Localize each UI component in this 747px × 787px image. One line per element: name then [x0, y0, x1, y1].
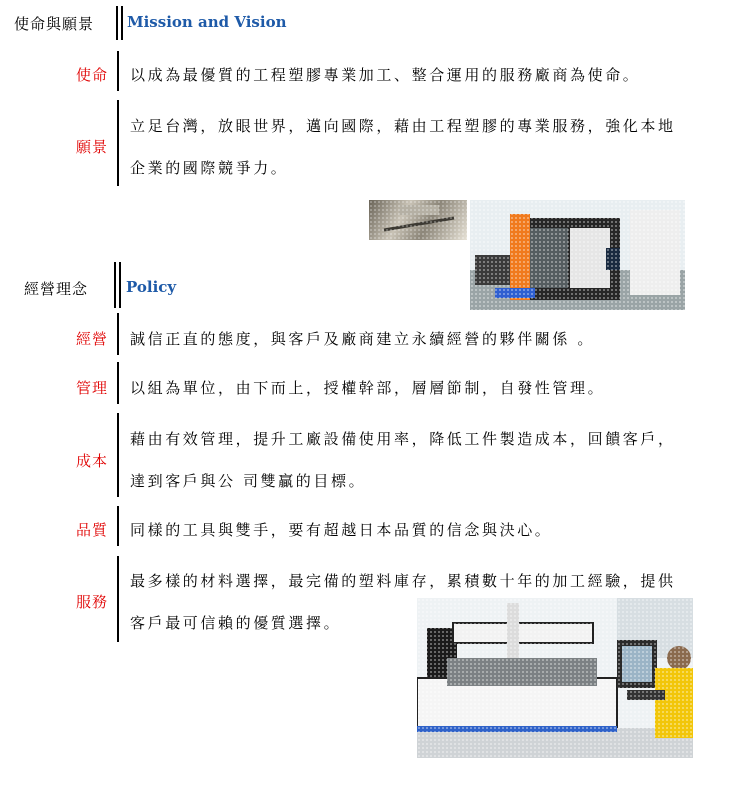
vision-item-label: 願景 [76, 138, 109, 156]
policy-item-text-line2: 達到客戶與公 司雙贏的目標。 [130, 472, 367, 490]
policy-item-label: 管理 [76, 379, 109, 397]
policy-item-label: 經營 [76, 330, 109, 348]
mission-item-label: 使命 [76, 66, 109, 84]
policy-item-text-line1: 最多樣的材料選擇，最完備的塑料庫存，累積數十年的加工經驗，提供 [130, 572, 676, 590]
mission-heading-cn: 使命與願景 [14, 15, 95, 33]
item-divider [117, 362, 119, 404]
policy-item-text-line2: 客戶最可信賴的優質選擇。 [130, 614, 342, 632]
policy-heading-cn: 經營理念 [24, 280, 89, 298]
policy-item-text: 誠信正直的態度，與客戶及廠商建立永續經營的夥伴關係 。 [130, 330, 595, 348]
policy-item-label: 服務 [76, 593, 109, 611]
item-divider [117, 506, 119, 546]
item-divider [117, 100, 119, 186]
mission-heading-en: Mission and Vision [127, 13, 287, 31]
heading-divider [119, 262, 121, 308]
policy-heading-en: Policy [126, 278, 177, 296]
policy-item-label: 成本 [76, 452, 109, 470]
cmm-machine-photo [417, 598, 693, 758]
item-divider [117, 556, 119, 642]
vision-item-text-line1: 立足台灣，放眼世界，邁向國際，藉由工程塑膠的專業服務，強化本地 [130, 117, 676, 135]
heading-divider [114, 262, 116, 308]
item-divider [117, 51, 119, 91]
heading-divider [121, 6, 123, 40]
mission-item-text: 以成為最優質的工程塑膠專業加工、整合運用的服務廠商為使命。 [130, 66, 641, 84]
policy-item-text: 同樣的工具與雙手，要有超越日本品質的信念與決心。 [130, 521, 553, 539]
policy-item-label: 品質 [76, 521, 109, 539]
item-divider [117, 313, 119, 355]
vision-item-text-line2: 企業的國際競爭力。 [130, 159, 289, 177]
policy-item-text: 以組為單位，由下而上，授權幹部，層層節制，自發性管理。 [130, 379, 606, 397]
item-divider [117, 413, 119, 497]
heading-divider [116, 6, 118, 40]
policy-item-text-line1: 藉由有效管理，提升工廠設備使用率，降低工件製造成本，回饋客戶， [130, 430, 676, 448]
